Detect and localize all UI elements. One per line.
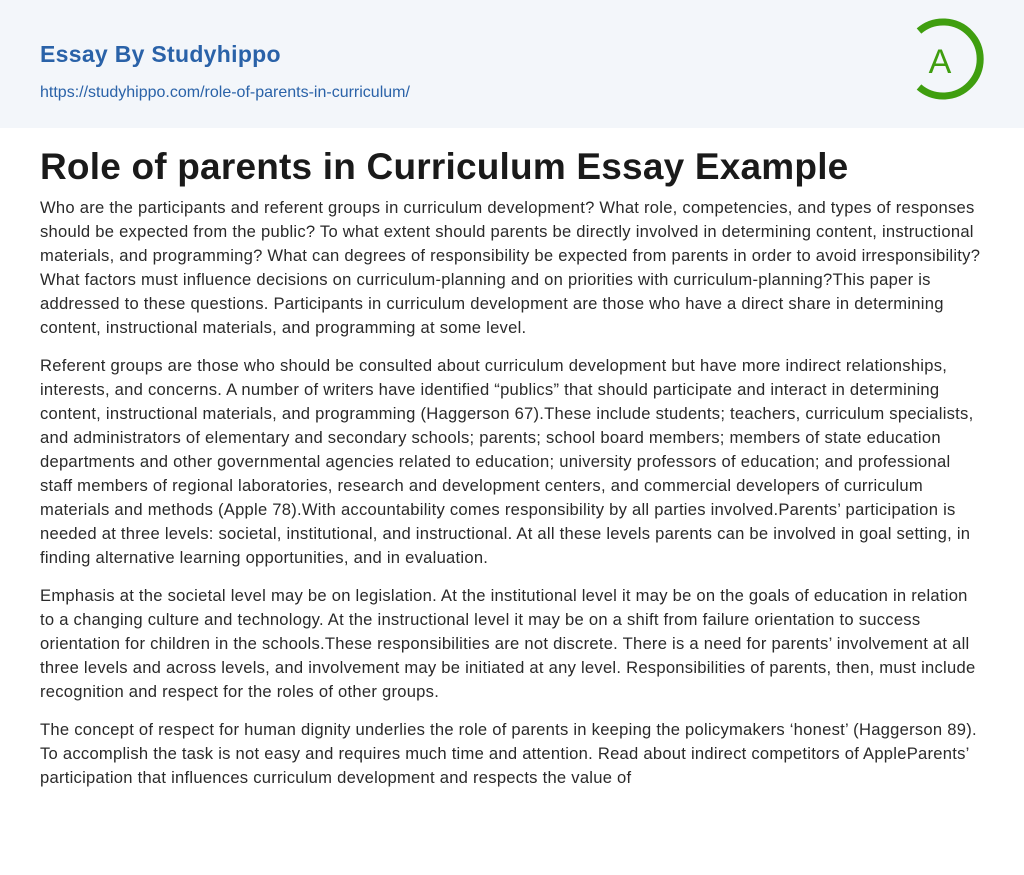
essay-paragraph: Who are the participants and referent groups in curriculum development? What role, competencies, and types of responses should be expected from the public? To what extent should parents be directly involved in determining content, instructional materials, and programming? What can degrees of responsibility be expected from parents in order to avoid irresponsibility? What factors must influence decisions on curriculum-planning and on priorities with curriculum-planning?This paper is addressed to these questions. Participants in curriculum development are those who have a direct share in determining content, instructional materials, and programming at some level. [40, 198, 981, 337]
essay-paragraph: The concept of respect for human dignity underlies the role of parents in keeping the policymakers ‘honest’ (Haggerson 89). To accomplish the task is not easy and requires much time and attention. Read about indirect competitors of AppleParents’ participation that influences curriculum development and respects the value of [40, 720, 977, 787]
essay-paragraph: Emphasis at the societal level may be on legislation. At the institutional level it may be on the goals of education in relation to a changing culture and technology. At the instructional level it may be on a shift from failure orientation to success orientation for children in the schools.These responsibilities are not discrete. There is a need for parents’ involvement at all three levels and across levels, and involvement may be initiated at any level. Responsibilities of parents, then, must include recognition and respect for the roles of other groups. [40, 586, 976, 701]
studyhippo-logo-icon[interactable] [905, 17, 989, 101]
brand-title[interactable]: Essay By Studyhippo [40, 41, 281, 67]
site-header [0, 0, 1024, 128]
page-url-link[interactable]: https://studyhippo.com/role-of-parents-in-curriculum/ [40, 84, 410, 101]
essay-body [40, 196, 985, 804]
page-title: Role of parents in Curriculum Essay Example [40, 146, 849, 187]
essay-paragraph: Referent groups are those who should be consulted about curriculum development but have more indirect relationships, interests, and concerns. A number of writers have identified “publics” that should participate and interact in determining content, instructional materials, and programming (Haggerson 67).These include students; teachers, curriculum specialists, and administrators of elementary and secondary schools; parents; school board members; members of state education departments and other governmental agencies related to education; university professors of education; and professional staff members of regional laboratories, research and development centers, and commercial developers of curriculum materials and methods (Apple 78).With accountability comes responsibility by all parties involved.Parents’ participation is needed at three levels: societal, institutional, and instructional. At all these levels parents can be involved in goal setting, in finding alternative learning opportunities, and in evaluation. [40, 356, 974, 567]
svg-text:A: A [928, 43, 952, 81]
